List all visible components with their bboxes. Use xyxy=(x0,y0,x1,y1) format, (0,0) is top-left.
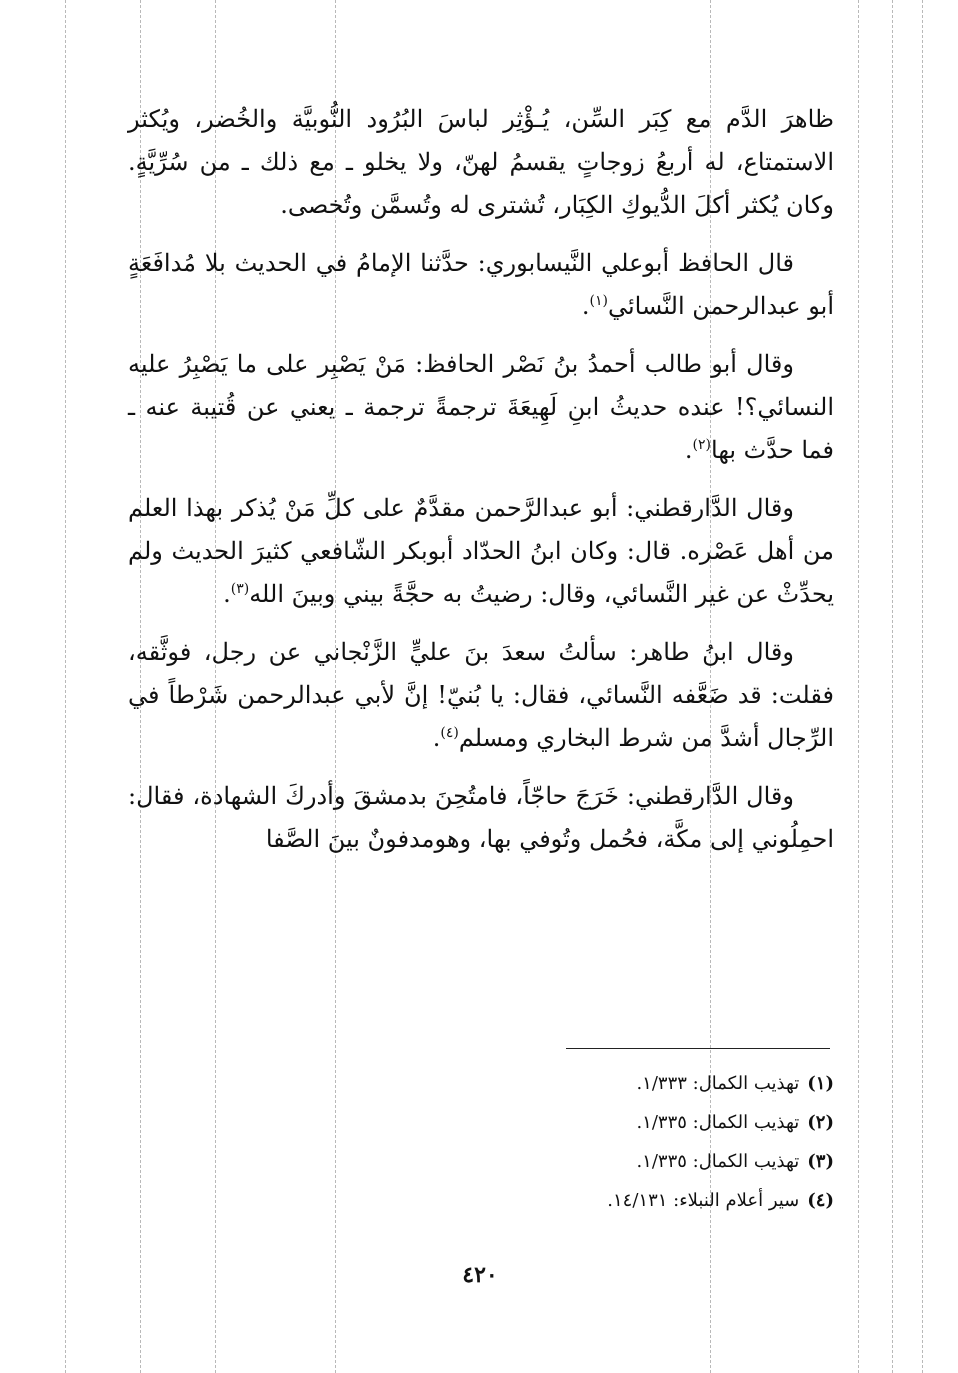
footnotes xyxy=(400,1064,834,1220)
footnote-item xyxy=(400,1103,834,1142)
paragraph-text: وقال الدَّارقطني: خَرَجَ حاجّاً، فامتُحِنَ بدمشقَ وأدركَ الشهادة، فقال: احمِلُوني إلى مكَّة، فحُمل وتُوفي بها، وهومدفونٌ بينَ الصَّفا xyxy=(128,782,834,853)
paragraph-2: قال الحافظ أبوعلي النَّيسابوري: حدَّثنا الإمامُ في الحديث بلا مُدافَعَةٍ أبو عبدالرحمن النَّسائي$^{(١)}$. xyxy=(128,249,834,320)
footnote-number: (١) xyxy=(807,1073,834,1094)
footnote-divider xyxy=(566,1048,830,1049)
paragraph-5: وقال ابنُ طاهر: سألتُ سعدَ بنَ عليٍّ الزَّنْجاني عن رجل، فوثَّقه، فقلت: قد ضَعَّفه النَّسائي، فقال: يا بُنيّ! إنَّ لأبي عبدالرحمن شَرْطاً في الرِّجال أشدَّ من شرط البخاري ومسلم$^{(٤)}$. xyxy=(128,638,834,752)
footnote-number: (٤) xyxy=(807,1190,834,1211)
footnote-text: تهذيب الكمال: ١/٣٣٥. xyxy=(636,1151,800,1172)
footnote-ref[interactable]: (٣) xyxy=(230,581,250,597)
footnote-item xyxy=(400,1064,834,1103)
paragraph-1 xyxy=(128,98,834,227)
scan-artifact-line xyxy=(65,0,66,1373)
paragraph-text: وقال أبو طالب أحمدُ بنُ نَصْر الحافظ: مَنْ يَصْبِر على ما يَصْبِرُ عليه النسائي؟! عنده حديثُ ابنِ لَهِيعَةَ ترجمةً ترجمة ـ يعني عن قُتيبة عنه ـ فما حدَّث بها xyxy=(128,350,834,464)
paragraph-text: ظاهرَ الدَّم مع كِبَر السِّن، يُـؤْثِر لباسَ البُرُود النُّوبيَّة والخُضر، ويُكثر الاستمتاع، له أربعُ زوجاتٍ يقسمُ لهنّ، ولا يخلو ـ مع ذلك ـ من سُرِّيَّةٍ. وكان يُكثر أكلَ الدُّيوكِ الكِبَار، تُشترى له وتُسمَّن وتُخصى. xyxy=(128,105,834,219)
footnote-ref[interactable]: (١) xyxy=(589,293,608,309)
paragraph-3: وقال أبو طالب أحمدُ بنُ نَصْر الحافظ: مَنْ يَصْبِر على ما يَصْبِرُ عليه النسائي؟! عنده حديثُ ابنِ لَهِيعَةَ ترجمةً ترجمة ـ يعني عن قُتيبة عنه ـ فما حدَّث بها$^{(٢)}$. xyxy=(128,350,834,464)
paragraph-6 xyxy=(128,775,834,861)
page-number: ٤٢٠ xyxy=(462,1262,498,1288)
footnote-ref[interactable]: (٤) xyxy=(440,725,459,741)
footnote-number: (٢) xyxy=(807,1112,834,1133)
paragraph-text: قال الحافظ أبوعلي النَّيسابوري: حدَّثنا الإمامُ في الحديث بلا مُدافَعَةٍ أبو عبدالرحمن النَّسائي xyxy=(128,249,834,320)
main-text xyxy=(128,98,834,876)
footnote-text: سير أعلام النبلاء: ١٤/١٣١. xyxy=(607,1190,800,1211)
footnote-item xyxy=(400,1181,834,1220)
scan-artifact-line xyxy=(892,0,893,1373)
footnote-item xyxy=(400,1142,834,1181)
scan-artifact-line xyxy=(922,0,923,1373)
paragraph-text: وقال ابنُ طاهر: سألتُ سعدَ بنَ عليٍّ الزَّنْجاني عن رجل، فوثَّقه، فقلت: قد ضَعَّفه النَّسائي، فقال: يا بُنيّ! إنَّ لأبي عبدالرحمن شَرْطاً في الرِّجال أشدَّ من شرط البخاري ومسلم xyxy=(128,638,834,752)
footnote-number: (٣) xyxy=(807,1151,834,1172)
footnote-text: تهذيب الكمال: ١/٣٣٣. xyxy=(636,1073,800,1094)
footnote-ref[interactable]: (٢) xyxy=(692,437,711,453)
paragraph-text: وقال الدَّارقطني: أبو عبدالرَّحمن مقدَّمٌ على كلِّ مَنْ يُذكر بهذا العلم من أهل عَصْره. قال: وكان ابنُ الحدّاد أبوبكر الشّافعي كثيرَ الحديث ولم يحدِّثْ عن غير النَّسائي، وقال: رضيتُ به حجَّةً بيني وبينَ الله xyxy=(128,494,834,608)
footnote-text: تهذيب الكمال: ١/٣٣٥. xyxy=(636,1112,800,1133)
scan-artifact-line xyxy=(858,0,859,1373)
paragraph-4: وقال الدَّارقطني: أبو عبدالرَّحمن مقدَّمٌ على كلِّ مَنْ يُذكر بهذا العلم من أهل عَصْره. قال: وكان ابنُ الحدّاد أبوبكر الشّافعي كثيرَ الحديث ولم يحدِّثْ عن غير النَّسائي، وقال: رضيتُ به حجَّةً بيني وبينَ الله$^{(٣)}$. xyxy=(128,494,834,608)
